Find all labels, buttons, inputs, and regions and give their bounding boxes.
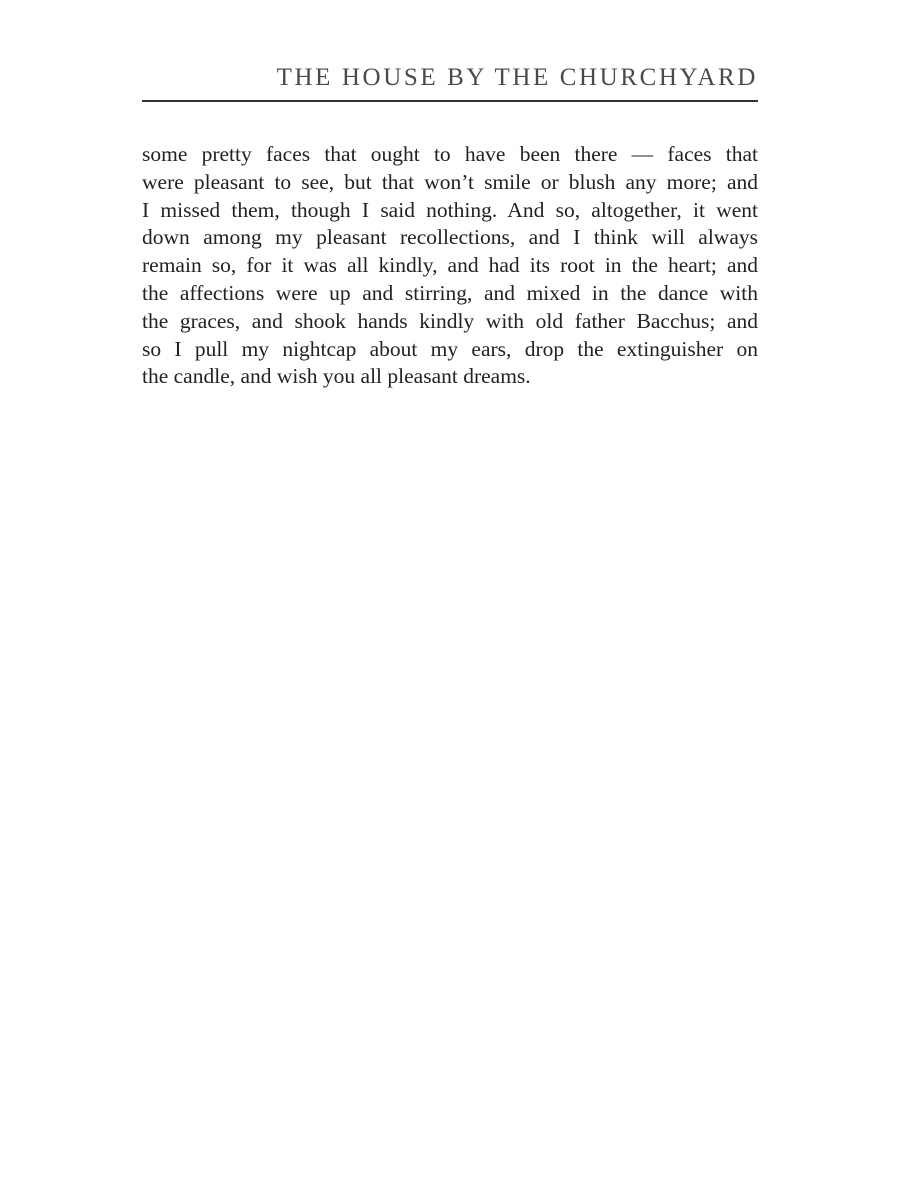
text-line: the graces, and shook hands kindly with old father Bacchus; and	[142, 308, 758, 333]
text-line: down among my pleasant recollections, and I think will always	[142, 225, 758, 250]
running-head	[142, 60, 758, 94]
text-line: I missed them, though I said nothing. And so, altogether, it went	[142, 197, 758, 222]
text-line: remain so, for it was all kindly, and had its root in the heart; and	[142, 253, 758, 278]
text-line: so I pull my nightcap about my ears, drop the extinguisher on	[142, 336, 758, 361]
text-line: the candle, and wish you all pleasant dreams.	[142, 364, 531, 389]
running-head-title: THE HOUSE BY THE CHURCHYARD	[276, 64, 758, 91]
text-line: some pretty faces that ought to have been there — faces that	[142, 142, 758, 166]
text-line: the affections were up and stirring, and mixed in the dance with	[142, 280, 758, 305]
header-rule	[142, 100, 758, 102]
text-line: were pleasant to see, but that won’t smile or blush any more; and	[142, 169, 758, 194]
body-paragraph	[142, 141, 758, 391]
